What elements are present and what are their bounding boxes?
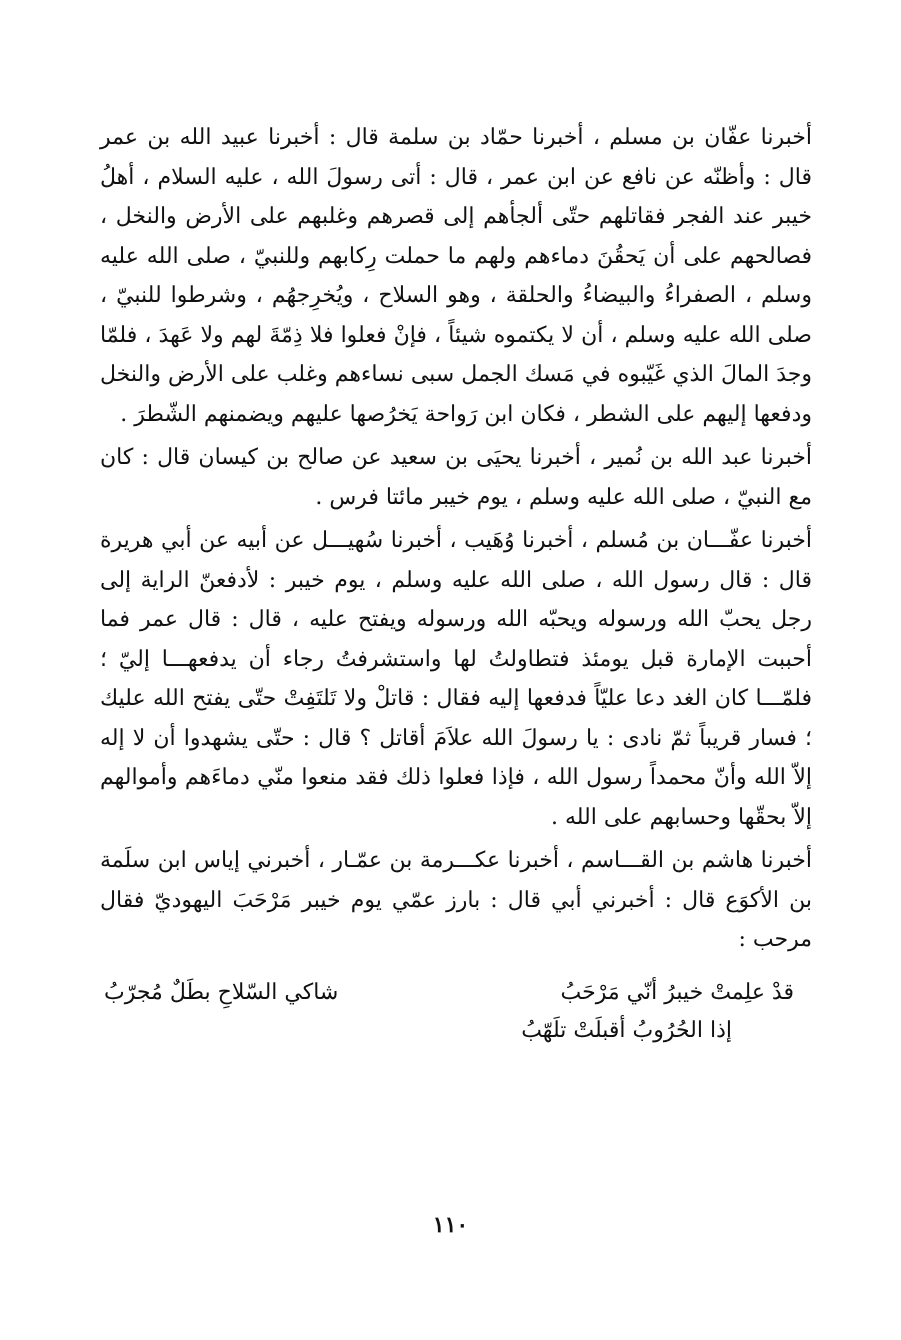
- poem-hemistich-first: قدْ علِمتْ خيبرُ أنّي مَرْحَبُ: [560, 979, 794, 1005]
- paragraph-3: أخبرنا عفّـــان بن مُسلم ، أخبرنا وُهَيب ، أخبرنا سُهيـــل عن أبيه عن أبي هريرة قال : قال رسول الله ، صلى الله عليه وسلم ، يوم خيبر : لأدفعنّ الراية إلى رجل يحبّ الله ورسوله ويحبّه الله ورسوله ويفتح عليه ، قال : قال عمر فما أحببت الإمارة قبل يومئذ فتطاولتُ لها واستشرفتُ رجاء أن يدفعهـــا إليّ ؛ فلمّـــا كان الغد دعا عليّاً فدفعها إليه فقال : قاتلْ ولا تَلتَفِتْ حتّى يفتح الله عليك ؛ فسار قريباً ثمّ نادى : يا رسولَ الله علاَمَ أقاتل ؟ قال : حتّى يشهدوا أن لا إله إلاّ الله وأنّ محمداً رسول الله ، فإذا فعلوا ذلك فقد منعوا منّي دماءَهم وأموالهم إلاّ بحقّها وحسابهم على الله .: [100, 528, 812, 830]
- poem-hemistich-third: إذا الحُرُوبُ أقبلَتْ تلَهّبُ: [521, 1017, 732, 1043]
- page-body: [100, 118, 812, 1050]
- page-number: ١١٠: [432, 1212, 469, 1238]
- poem-verse-2: [100, 1012, 812, 1050]
- poem-verse-1: [100, 974, 812, 1012]
- poem-hemistich-second: شاكي السّلاحِ بطَلٌ مُجرّبُ: [104, 979, 339, 1005]
- paragraph-1: أخبرنا عفّان بن مسلم ، أخبرنا حمّاد بن سلمة قال : أخبرنا عبيد الله بن عمر قال : وأظنّه عن نافع عن ابن عمر ، قال : أتى رسولَ الله ، عليه السلام ، أهلُ خيبر عند الفجر فقاتلهم حتّى ألجأهم إلى قصرهم وغلبهم على الأرض والنخل ، فصالحهم على أن يَحقُنَ دماءهم ولهم ما حملت رِكابهم وللنبيّ ، صلى الله عليه وسلم ، الصفراءُ والبيضاءُ والحلقة ، وهو السلاح ، ويُخرِجهُم ، وشرطوا للنبيّ ، صلى الله عليه وسلم ، أن لا يكتموه شيئاً ، فإنْ فعلوا فلا ذِمّةَ لهم ولا عَهدَ ، فلمّا وجدَ المالَ الذي غَيّبوه في مَسك الجمل سبى نساءهم وغلب على الأرض والنخل ودفعها إليهم على الشطر ، فكان ابن رَواحة يَخرُصها عليهم ويضمنهم الشّطرَ .: [100, 125, 812, 427]
- paragraph-4: أخبرنا هاشم بن القـــاسم ، أخبرنا عكـــرمة بن عمّـار ، أخبرني إياس ابن سلَمة بن الأكوَع قال : أخبرني أبي قال : بارز عمّي يوم خيبر مَرْحَبَ اليهوديّ فقال مرحب :: [100, 848, 812, 952]
- paragraph-2: أخبرنا عبد الله بن نُمير ، أخبرنا يحيَى بن سعيد عن صالح بن كيسان قال : كان مع النبيّ ، صلى الله عليه وسلم ، يوم خيبر مائتا فرس .: [100, 445, 812, 510]
- poem: [100, 974, 812, 1050]
